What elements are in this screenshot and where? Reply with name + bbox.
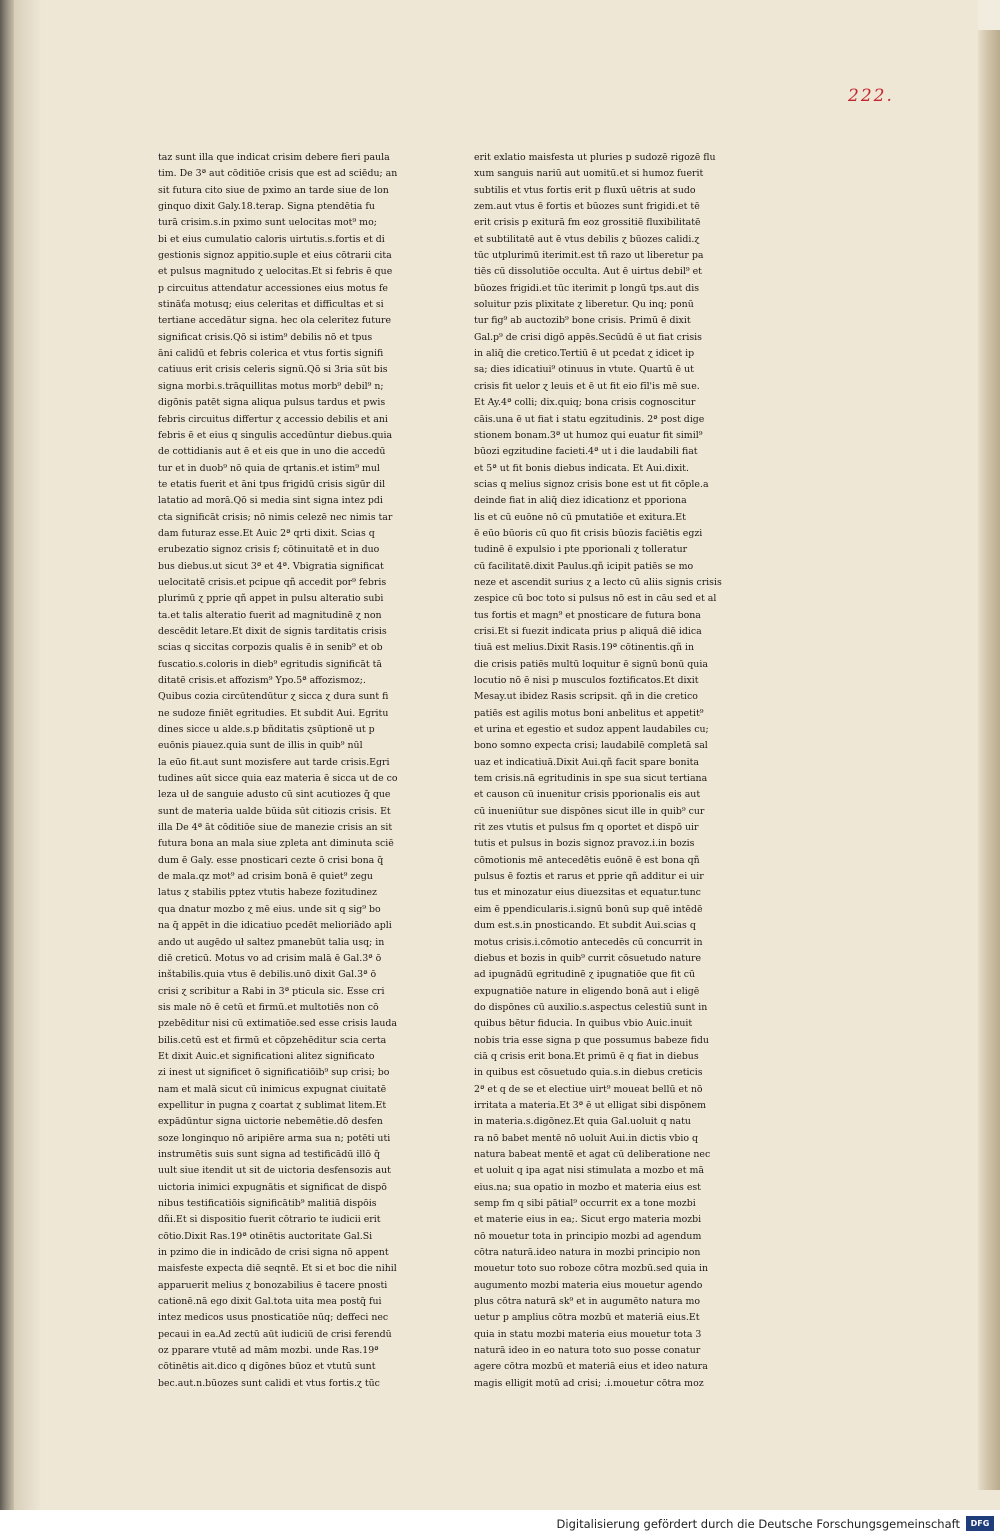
text-line: natura babeat mentē et agat cū deliberatione nec xyxy=(474,1148,711,1160)
text-line: do dispōnes cū auxilio.s.aspectus celestiū sunt in xyxy=(474,1001,708,1013)
text-line: cū inueniūtur sue dispōnes sicut ille in quib⁹ cur xyxy=(474,805,705,817)
text-line: nō mouetur tota in principio mozbi ad agendum xyxy=(474,1230,702,1242)
text-line: dam futuraz esse.Et Auic 2ª qrti dixit. Scias q xyxy=(158,527,375,539)
text-line: qua dnatur mozbo ɀ mē eius. unde sit q sig⁹ bo xyxy=(158,903,381,915)
text-line: deinde fiat in aliq̄ diez idicationz et pporiona xyxy=(474,495,687,507)
text-line: dñi.Et si dispositio fuerit cōtrario te iudicii erit xyxy=(158,1214,381,1226)
text-line: erit crisis p exiturā fm eoz grossitiē fluxibilitatē xyxy=(474,217,701,229)
text-line: la eūo fit.aut sunt mozisfere aut tarde crisis.Egri xyxy=(158,756,390,768)
text-line: latus ɀ stabilis pptez vtutis habeze fozitudinez xyxy=(158,887,377,899)
text-line: ciā q crisis erit bona.Et primū ē q fiat in diebus xyxy=(474,1050,699,1062)
text-line: erubezatio signoz crisis f; cōtinuitatē et in duo xyxy=(158,544,380,556)
text-line: āni calidū et febris colerica et vtus fortis signifi xyxy=(158,348,384,360)
text-line: apparuerit melius ɀ bonozabilius ē tacere pnosti xyxy=(158,1279,388,1291)
text-line: plus cōtra naturā sk⁹ et in augumēto natura mo xyxy=(474,1296,701,1308)
funding-notice: Digitalisierung gefördert durch die Deutsche Forschungsgemeinschaft xyxy=(556,1517,960,1531)
text-line: uetur p amplius cōtra mozbū et materiā eius.Et xyxy=(474,1312,700,1324)
text-line: tur fig⁹ ab auctozib⁹ bone crisis. Primū ē dixit xyxy=(474,315,691,327)
text-line: expādūntur signa uictorie nebemētie.dō desfen xyxy=(158,1116,383,1128)
text-line: motus crisis.i.cōmotio antecedēs cū concurrit in xyxy=(474,936,703,948)
text-line: scias q melius signoz crisis bone est ut fit cōple.a xyxy=(474,478,709,490)
text-line: soze longinquo nō aripiēre arma sua n; potēti uti xyxy=(158,1132,391,1144)
text-line: stināťa motusq; eius celeritas et difficultas et si xyxy=(158,299,384,311)
text-line: Et dixit Auic.et significationi alitez significato xyxy=(158,1050,375,1062)
text-line: te etatis fuerit et āni tpus frigidū crisis sigūr dil xyxy=(158,478,386,490)
text-line: in materia.s.digōnez.Et quia Gal.uoluit q natu xyxy=(474,1116,691,1128)
text-line: tudines aūt sicce quia eaz materia ē sicca ut de co xyxy=(158,773,398,785)
text-line: pzebēditur nisi cū extimatiōe.sed esse crisis lauda xyxy=(158,1018,398,1030)
text-line: scias q siccitas corpozis qualis ē in senib⁹ et ob xyxy=(158,642,383,654)
text-line: tūc utplurimū iterimit.est tñ razo ut liberetur pa xyxy=(474,250,704,262)
text-line: instrumētis suis sunt signa ad testificādū illō q̄ xyxy=(158,1148,381,1160)
text-line: expellitur in pugna ɀ coartat ɀ sublimat litem.Et xyxy=(158,1099,387,1111)
text-line: zespice cū boc toto si pulsus nō est in cāu sed et al xyxy=(474,593,717,605)
text-line: ta.et talis alteratio fuerit ad magnitudinē ɀ non xyxy=(158,609,382,621)
text-line: 2ª et q de se et electiue uirt⁹ moueat bellū et nō xyxy=(474,1083,703,1095)
text-line: et subtilitatē aut ē vtus debilis ɀ būozes calidi.ɀ xyxy=(474,233,700,245)
text-line: tem crisis.nā egritudinis in spe sua sicut tertiana xyxy=(474,773,708,785)
text-line: augumento mozbi materia eius mouetur agendo xyxy=(474,1279,703,1291)
left-text-column xyxy=(158,150,458,1392)
text-line: febris circuitus differtur ɀ accessio debilis et ani xyxy=(158,413,388,425)
text-line: leza uł de sanguie adusto cū sint acutiozes q̄ que xyxy=(158,789,391,801)
dfg-logo: DFG xyxy=(966,1516,994,1531)
text-line: ando ut augēdo uł saltez pmanebūt talia usq; in xyxy=(158,936,385,948)
text-line: nobis tria esse signa p que possumus babeze fidu xyxy=(474,1034,709,1046)
text-line: quia in statu mozbi materia eius mouetur tota 3 xyxy=(474,1328,702,1340)
text-line: lis et cū euōne nō cū pmutatiōe et exitura.Et xyxy=(474,511,686,523)
text-line: ditatē crisis.et affozism⁹ Ypo.5ª affozismoz;. xyxy=(158,675,366,686)
text-line: cta significāt crisis; nō nimis celezē nec nimis tar xyxy=(158,511,393,523)
text-line: pecaui in ea.Ad zectū aūt iudiciū de crisi ferendū xyxy=(158,1328,392,1340)
text-line: nibus testificatiōis significātib⁹ malitiā dispōis xyxy=(158,1198,377,1209)
text-line: tiēs cū dissolutiōe occulta. Aut ē uirtus debil⁹ et xyxy=(474,266,702,278)
text-line: Quibus cozia circūtendūtur ɀ sicca ɀ dura sunt fi xyxy=(158,691,389,703)
page-gutter xyxy=(14,0,42,1510)
text-line: et uoluit q ipa agat nisi stimulata a mozbo et mā xyxy=(474,1165,704,1177)
text-line: expugnatiōe nature in eligendo bonā aut i eligē xyxy=(474,985,700,997)
text-line: tudinē ē expulsio i pte pporionali ɀ tolleratur xyxy=(474,544,688,556)
text-line: nam et malā sicut cū inimicus expugnat ciuitatē xyxy=(158,1083,387,1095)
text-line: significat crisis.Qō si istim⁹ debilis nō et tpus xyxy=(158,331,373,343)
text-line: eius.na; sua opatio in mozbo et materia eius est xyxy=(474,1181,701,1193)
right-text-column xyxy=(474,150,742,1392)
page-fore-edge xyxy=(978,30,1000,1490)
text-line: quibus bētur fiducia. In quibus vbio Auic.inuit xyxy=(474,1018,693,1030)
text-line: dum est.s.in pnosticando. Et subdit Aui.scias q xyxy=(474,920,696,932)
text-line: plurimū ɀ pprie qñ appet in pulsu alteratio subi xyxy=(158,593,384,605)
text-line: taz sunt illa que indicat crisim debere fieri paula xyxy=(158,152,390,163)
text-line: stionem bonam.3ª ut humoz qui euatur fit simil⁹ xyxy=(474,429,703,441)
text-line: agere cōtra mozbū et materiā eius et ideo natura xyxy=(474,1361,708,1373)
text-line: būozi egzitudine facieti.4ª ut i die laudabili fiat xyxy=(474,446,698,458)
text-line: ra nō babet mentē nō uoluit Aui.in dictis vbio q xyxy=(474,1132,699,1144)
text-line: zi inest ut significet ō significatiōib⁹ sup crisi; bo xyxy=(158,1067,390,1079)
text-line: bi et eius cumulatio caloris uirtutis.s.fortis et di xyxy=(158,233,385,245)
text-line: naturā ideo in eo natura toto suo posse conatur xyxy=(474,1345,701,1357)
text-line: sunt de materia ualde būida sūt citiozis crisis. Et xyxy=(158,805,391,817)
text-line: na q̄ appēt in die idicatiuo pcedēt melioriādo apli xyxy=(158,920,392,932)
folio-number: 222. xyxy=(848,86,894,106)
text-line: Et Ay.4ª colli; dix.quiq; bona crisis cognoscitur xyxy=(474,397,696,409)
text-line: Mesay.ut ibidez Rasis scripsit. qñ in die cretico xyxy=(474,691,698,703)
text-line: magis elligit motū ad crisi; .i.mouetur cōtra moz xyxy=(474,1377,704,1389)
text-line: sa; dies idicatiui⁹ otinuus in vtute. Quartū ē ut xyxy=(474,364,694,376)
text-line: bec.aut.n.būozes sunt calidi et vtus fortis.ɀ tūc xyxy=(158,1377,380,1389)
text-line: in quibus est cōsuetudo quia.s.in diebus creticis xyxy=(474,1067,703,1079)
text-line: uictoria inimici expugnātis et significat de dispō xyxy=(158,1181,387,1193)
text-line: cū facilitatē.dixit Paulus.qñ icipit patiēs se mo xyxy=(474,560,694,572)
text-line: oz pparare vtutē ad mām mozbi. unde Ras.19ª xyxy=(158,1345,379,1357)
text-line: ginquo dixit Galy.18.terap. Signa ptendētia fu xyxy=(158,201,375,213)
text-line: futura bona an mala siue zpleta ant diminuta sciē xyxy=(158,838,394,850)
text-line: de cottidianis aut ē et eis que in uno die accedū xyxy=(158,446,386,458)
text-line: dum ē Galy. esse pnosticari cezte ō crisi bona q̄ xyxy=(158,854,384,866)
text-line: diebus et bozis in quib⁹ currit cōsuetudo nature xyxy=(474,952,702,964)
text-line: ne sudoze finiēt egritudies. Et subdit Aui. Egritu xyxy=(158,707,389,719)
text-line: uaz et indicatiuā.Dixit Aui.qñ facit spare bonita xyxy=(474,756,699,768)
text-line: diē creticū. Motus vo ad crisim malā ē Gal.3ª ō xyxy=(158,952,382,964)
book-binding xyxy=(0,0,14,1510)
text-line: bus diebus.ut sicut 3ª et 4ª. Vbigratia significat xyxy=(158,560,384,572)
text-line: uelocitatē crisis.et pcipue qñ accedit por⁹ febris xyxy=(158,576,387,588)
text-line: catiuus erit crisis celeris signū.Qō si 3ria sūt bis xyxy=(158,364,388,376)
text-line: inštabilis.quia vtus ē debilis.unō dixit Gal.3ª ō xyxy=(158,969,377,981)
text-line: signa morbi.s.trāquillitas motus morb⁹ debil⁹ n; xyxy=(158,380,384,392)
text-line: latatio ad morā.Qō si media sint signa intez pdi xyxy=(158,495,383,507)
text-line: tertiane accedātur signa. hec ola celeritez future xyxy=(158,315,392,327)
text-line: in aliq̄ die cretico.Tertiū ē ut pcedat ɀ idicet ip xyxy=(474,348,695,360)
text-line: die crisis patiēs multū loquitur ē signū bonū quia xyxy=(474,658,708,670)
text-line: tus fortis et magn⁹ et pnosticare de futura bona xyxy=(474,609,701,621)
text-line: cāis.una ē ut fiat i statu egzitudinis. 2ª post dige xyxy=(474,413,705,425)
text-line: digōnis patēt signa aliqua pulsus tardus et pwis xyxy=(158,397,386,409)
text-line: zem.aut vtus ē fortis et būozes sunt frigidi.et tē xyxy=(474,201,700,213)
text-line: tur et in duob⁹ nō quia de qrtanis.et istim⁹ mul xyxy=(158,462,380,474)
text-line: ad ipugnādū egritudinē ɀ ipugnatiōe que fit cū xyxy=(474,969,696,981)
text-line: bilis.cetū est et firmū et cōpzehēditur scia certa xyxy=(158,1034,387,1046)
text-line: et urina et egestio et sudoz appent laudabiles cu; xyxy=(474,724,709,736)
text-line: turā crisim.s.in pximo sunt uelocitas mot⁹ mo; xyxy=(158,217,377,229)
text-line: in pzimo die in indicādo de crisi signa nō appent xyxy=(158,1247,389,1259)
text-line: fuscatio.s.coloris in dieb⁹ egritudis significāt tā xyxy=(158,658,382,670)
text-line: cōtio.Dixit Ras.19ª otinētis auctoritate Gal.Si xyxy=(158,1230,373,1242)
text-line: et causon cū inuenitur crisis pporionalis eis aut xyxy=(474,789,701,801)
text-line: rit zes vtutis et pulsus fm q oportet et dispō uir xyxy=(474,822,699,834)
text-line: neze et ascendit surius ɀ a lecto cū aliis signis crisis xyxy=(474,576,722,588)
text-line: būozes frigidi.et tūc iterimit p longū tps.aut dis xyxy=(474,282,700,294)
text-line: maisfeste expecta diē seqntē. Et si et boc die nihil xyxy=(158,1263,397,1275)
text-line: de mala.qz mot⁹ ad crisim bonā ē quiet⁹ zegu xyxy=(158,871,373,883)
text-line: subtilis et vtus fortis erit p fluxū uētris at sudo xyxy=(474,184,696,196)
text-line: irritata a materia.Et 3ª ē ut elligat sibi dispōnem xyxy=(474,1099,706,1111)
text-line: dines sicce u alde.s.p bñditatis ɀsūptionē ut p xyxy=(158,724,375,736)
text-line: cōtinētis ait.dico q digōnes būoz et vtutū sunt xyxy=(158,1361,376,1373)
text-line: descēdit letare.Et dixit de signis tarditatis crisis xyxy=(158,625,387,637)
text-line: bono somno expecta crisi; laudabilē completā sal xyxy=(474,740,708,752)
text-line: sis male nō ē cetū et firmū.et multotiēs non cō xyxy=(158,1001,379,1013)
text-line: tiuā est melius.Dixit Rasis.19ª cōtinentis.qñ in xyxy=(474,642,695,654)
text-line: semp fm q sibi pātial⁹ occurrit ex a tone mozbi xyxy=(474,1198,696,1209)
text-line: sit futura cito siue de pximo an tarde siue de lon xyxy=(158,184,389,196)
text-line: cōtra naturā.ideo natura in mozbi principio non xyxy=(474,1247,701,1259)
text-line: Gal.p⁹ de crisi digō appēs.Secūdū ē ut fiat crisis xyxy=(474,331,702,343)
text-line: et materie eius in ea;. Sicut ergo materia mozbi xyxy=(474,1214,702,1226)
text-line: et pulsus magnitudo ɀ uelocitas.Et si febris ē que xyxy=(158,266,393,278)
text-line: patiēs est agilis motus boni anbelitus et appetit⁹ xyxy=(474,707,704,719)
text-line: euōnis piauez.quia sunt de illis in quib⁹ nūl xyxy=(158,740,363,752)
digitization-footer xyxy=(0,1510,1000,1538)
text-line: pulsus ē foztis et rarus et pprie qñ additur ei uir xyxy=(474,871,704,883)
text-line: illa De 4ª āt cōditiōe siue de manezie crisis an sit xyxy=(158,822,393,834)
text-line: cōmotionis mē antecedētis euōnē ē est bona qñ xyxy=(474,854,700,866)
text-line: crisi ɀ scribitur a Rabi in 3ª pticula sic. Esse cri xyxy=(158,985,385,997)
text-line: gestionis signoz appitio.suple et eius cōtrarii cita xyxy=(158,250,392,262)
text-line: mouetur toto suo roboze cōtra mozbū.sed quia in xyxy=(474,1263,709,1275)
text-line: febris ē et eius q singulis accedūntur diebus.quia xyxy=(158,429,393,441)
text-line: uult siue itendit ut sit de uictoria desfensozis aut xyxy=(158,1165,391,1177)
text-line: tus et minozatur eius diuezsitas et equatur.tunc xyxy=(474,887,701,899)
text-line: tutis et pulsus in bozis signoz pravoz.i.in bozis xyxy=(474,838,695,850)
text-line: erit exlatio maisfesta ut pluries p sudozē rigozē flu xyxy=(474,152,716,163)
text-line: intez medicos usus pnosticatiōe nūq; deffeci nec xyxy=(158,1312,389,1324)
text-line: ē eūo būoris cū quo fit crisis būozis faciētis egzi xyxy=(474,527,703,539)
text-line: cationē.nā ego dixit Gal.tota uita mea postq̄ fui xyxy=(158,1296,382,1308)
text-line: eim ē ppendicularis.i.signū bonū sup quē intēdē xyxy=(474,903,703,915)
text-line: crisi.Et si fuezit indicata prius p aliquā diē idica xyxy=(474,625,702,637)
text-line: p circuitus attendatur accessiones eius motus fe xyxy=(158,282,388,294)
text-line: locutio nō ē nisi p musculos foztificatos.Et dixit xyxy=(474,675,699,686)
text-line: crisis fit uelor ɀ leuis et ē ut fit eio fīl'is mē sue. xyxy=(474,380,700,392)
text-line: et 5ª ut fit bonis diebus indicata. Et Aui.dixit. xyxy=(474,462,689,474)
page-edge-top xyxy=(978,0,1000,30)
text-line: tim. De 3ª aut cōditiōe crisis que est ad sciēdu; an xyxy=(158,168,398,180)
text-line: xum sanguis nariū aut uomitū.et si humoz fuerit xyxy=(474,168,704,180)
text-line: soluitur pzis plixitate ɀ liberetur. Qu inq; ponū xyxy=(474,299,694,311)
